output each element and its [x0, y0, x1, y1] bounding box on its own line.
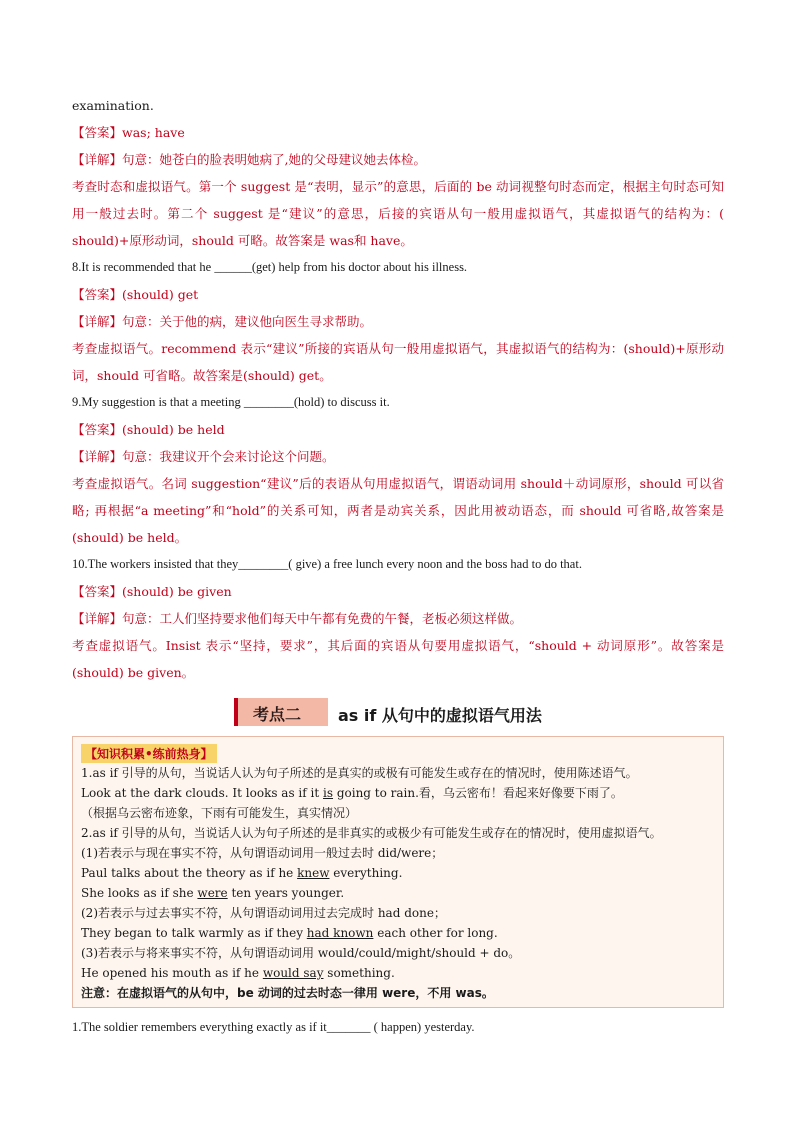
question-8: 8.It is recommended that he ______(get) help from his doctor about his illness.	[72, 260, 468, 274]
example-line	[81, 963, 715, 983]
explanation-tag: 【详解】	[72, 152, 123, 167]
underlined-verb: knew	[297, 866, 330, 880]
explanation-value: 句意：她苍白的脸表明她病了,她的父母建议她去体检。	[122, 152, 426, 167]
explanation-value: 句意：我建议开个会来讨论这个问题。	[122, 449, 335, 464]
underlined-verb: had known	[306, 926, 374, 940]
example-text: Look at the dark clouds. It looks as if it	[81, 786, 324, 800]
document-page	[72, 92, 724, 1041]
example-text: He opened his mouth as if he	[81, 966, 263, 980]
underlined-verb: would say	[262, 966, 324, 980]
answer-tag: 【答案】	[72, 584, 123, 599]
section-number: 考点二	[253, 705, 302, 724]
text-line: examination.	[72, 98, 154, 113]
answer-tag: 【答案】	[72, 422, 123, 437]
example-text: each other for long.	[373, 926, 498, 940]
knowledge-line: (2)若表示与过去事实不符，从句谓语动词用过去完成时 had done；	[81, 906, 446, 920]
explanation-line	[72, 308, 724, 335]
answer-value: (should) get	[122, 287, 199, 302]
example-text: going to rain.看，乌云密布！看起来好像要下雨了。	[333, 786, 623, 800]
example-text: She looks as if she	[81, 886, 198, 900]
answer-value: (should) be held	[122, 422, 225, 437]
section-heading	[72, 694, 724, 730]
knowledge-line: (1)若表示与现在事实不符，从句谓语动词用一般过去时 did/were；	[81, 846, 444, 860]
answer-value: (should) be given	[122, 584, 232, 599]
example-text: Paul talks about the theory as if he	[81, 866, 298, 880]
example-text: ten years younger.	[227, 886, 345, 900]
explanation-tag: 【详解】	[72, 449, 123, 464]
underlined-verb: were	[197, 886, 228, 900]
example-text: everything.	[329, 866, 403, 880]
question-10: 10.The workers insisted that they________( give) a free lunch every noon and the boss had to do that.	[72, 557, 582, 571]
answer-line	[72, 281, 724, 308]
knowledge-line: (3)若表示与将来事实不符，从句谓语动词用 would/could/might/should + do。	[81, 946, 521, 960]
answer-tag: 【答案】	[72, 125, 123, 140]
analysis-paragraph: 考查虚拟语气。recommend 表示“建议”所接的宾语从句一般用虚拟语气，其虚拟语气的结构为：(should)+原形动词，should 可省略。故答案是(should) get。	[72, 341, 724, 383]
explanation-line	[72, 605, 724, 632]
answer-line	[72, 119, 724, 146]
answer-value: was; have	[122, 125, 185, 140]
example-line	[81, 783, 715, 803]
analysis-paragraph: 考查时态和虚拟语气。第一个 suggest 是“表明，显示”的意思，后面的 be 动词视整句时态而定，根据主句时态可知用一般过去时。第二个 suggest 是“建议”的意思，后接的宾语从句一般用虚拟语气，其虚拟语气的结构为：( should)+原形动词，should 可略。故答案是 was和 have。	[72, 179, 724, 248]
example-line	[81, 863, 715, 883]
analysis-paragraph: 考查虚拟语气。Insist 表示“坚持，要求”，其后面的宾语从句要用虚拟语气，“should + 动词原形”。故答案是(should) be given。	[72, 638, 724, 680]
answer-tag: 【答案】	[72, 287, 123, 302]
knowledge-box	[72, 736, 724, 1008]
question-9: 9.My suggestion is that a meeting ________(hold) to discuss it.	[72, 395, 390, 409]
section-title: as if 从句中的虚拟语气用法	[338, 706, 542, 725]
example-line	[81, 923, 715, 943]
example-text: They began to talk warmly as if they	[81, 926, 307, 940]
note-line: 注意：在虚拟语气的从句中，be 动词的过去时态一律用 were，不用 was。	[81, 986, 494, 1000]
answer-line	[72, 578, 724, 605]
knowledge-line: （根据乌云密布迹象，下雨有可能发生，真实情况）	[81, 806, 358, 820]
answer-line	[72, 416, 724, 443]
underlined-verb: is	[323, 786, 334, 800]
knowledge-header: 【知识积累•练前热身】	[81, 744, 217, 763]
knowledge-line: 2.as if 引导的从句，当说话人认为句子所述的是非真实的或极少有可能发生或存在的情况时，使用虚拟语气。	[81, 826, 662, 840]
explanation-value: 句意：工人们坚持要求他们每天中午都有免费的午餐，老板必须这样做。	[122, 611, 523, 626]
question-1: 1.The soldier remembers everything exactly as if it_______ ( happen) yesterday.	[72, 1020, 475, 1034]
explanation-line	[72, 146, 724, 173]
explanation-tag: 【详解】	[72, 314, 123, 329]
explanation-line	[72, 443, 724, 470]
example-line	[81, 883, 715, 903]
example-text: something.	[323, 966, 395, 980]
analysis-paragraph: 考查虚拟语气。名词 suggestion“建议”后的表语从句用虚拟语气，谓语动词用 should＋动词原形，should 可以省略; 再根据“a meeting”和“hold”的关系可知，两者是动宾关系，因此用被动语态，而 should 可省略,故答案是(should) be held。	[72, 476, 724, 545]
explanation-tag: 【详解】	[72, 611, 123, 626]
explanation-value: 句意：关于他的病，建议他向医生寻求帮助。	[122, 314, 373, 329]
knowledge-line: 1.as if 引导的从句，当说话人认为句子所述的是真实的或极有可能发生或存在的情况时，使用陈述语气。	[81, 766, 638, 780]
